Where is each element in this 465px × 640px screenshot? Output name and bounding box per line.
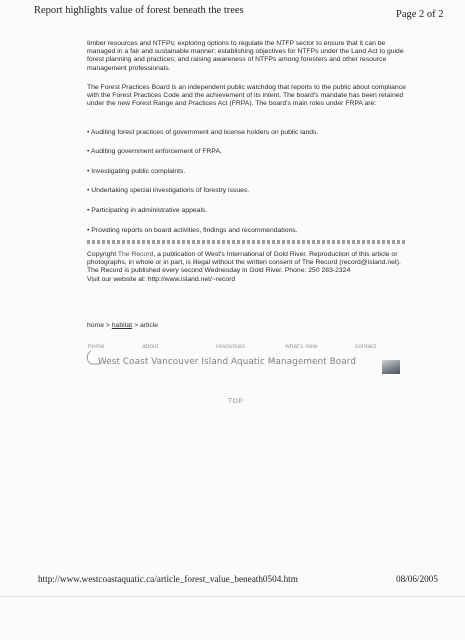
breadcrumb-habitat[interactable]: habitat [111, 322, 133, 329]
footer-url: http://www.westcoastaquatic.ca/article_forest_value_beneath0504.htm [38, 574, 298, 584]
site-title[interactable]: West Coast Vancouver Island Aquatic Management Board [98, 357, 356, 367]
record-link[interactable]: The Record [117, 251, 154, 258]
role-item: • Undertaking special investigations of forestry issues. [87, 187, 250, 194]
breadcrumb-home[interactable]: home [87, 322, 105, 329]
board-logo-image [382, 360, 400, 374]
page-edge-divider [0, 596, 465, 597]
print-page-number: Page 2 of 2 [396, 9, 444, 20]
breadcrumb-article: article [139, 322, 159, 329]
copyright-prefix: Copyright [87, 251, 118, 258]
copyright-text: , a publication of West's International of Gold River. Reproduction of this article or photographs, in whole or in part, is illegal without the written consent of The Record (record@island.net). [87, 251, 401, 267]
website-line: Visit our website at: http://www.island.net/~record [87, 275, 236, 283]
nav-resources[interactable]: resources [216, 343, 245, 350]
role-item: • Auditing forest practices of government and license holders on public lands. [87, 129, 319, 136]
footer-date: 08/06/2005 [396, 574, 438, 584]
publication-schedule: The Record is published every second Wednesday in Gold River. Phone: 250 283-2324 [87, 267, 351, 275]
board-paragraph: The Forest Practices Board is an independent public watchdog that reports to the public about compliance with the Forest Practices Code and the achievement of its intent. The board's mandate has been retained under the new Forest Range and Practices Act (FRPA). The board's main roles under FRPA are: [87, 84, 406, 108]
copyright-block [87, 251, 407, 284]
role-item: • Investigating public complaints. [87, 168, 186, 175]
role-item: • Participating in administrative appeals. [87, 207, 208, 214]
print-header-title: Report highlights value of forest beneath the trees [34, 5, 244, 16]
role-item: • Providing reports on board activities, findings and recommendations. [87, 227, 298, 234]
intro-paragraph: timber resources and NTFPs; exploring options to regulate the NTFP sector to ensure that it can be managed in a fair and sustainable manner; establishing objectives for NTFPs under the Land Act to guide forest planning and practices; and raising awareness of NTFPs among foresters and other resource management professionals. [87, 40, 404, 72]
top-link[interactable]: TOP [228, 398, 244, 405]
breadcrumb-separator: > [132, 322, 140, 329]
nav-whats-new[interactable]: what's new [285, 343, 318, 350]
breadcrumb-separator: > [104, 322, 112, 329]
nav-contact[interactable]: contact [355, 343, 377, 350]
breadcrumb [87, 322, 158, 329]
nav-home[interactable]: home [88, 343, 105, 350]
nav-about[interactable]: about [142, 343, 159, 350]
tilde-divider [87, 240, 407, 244]
role-item: • Auditing government enforcement of FRPA. [87, 148, 222, 155]
